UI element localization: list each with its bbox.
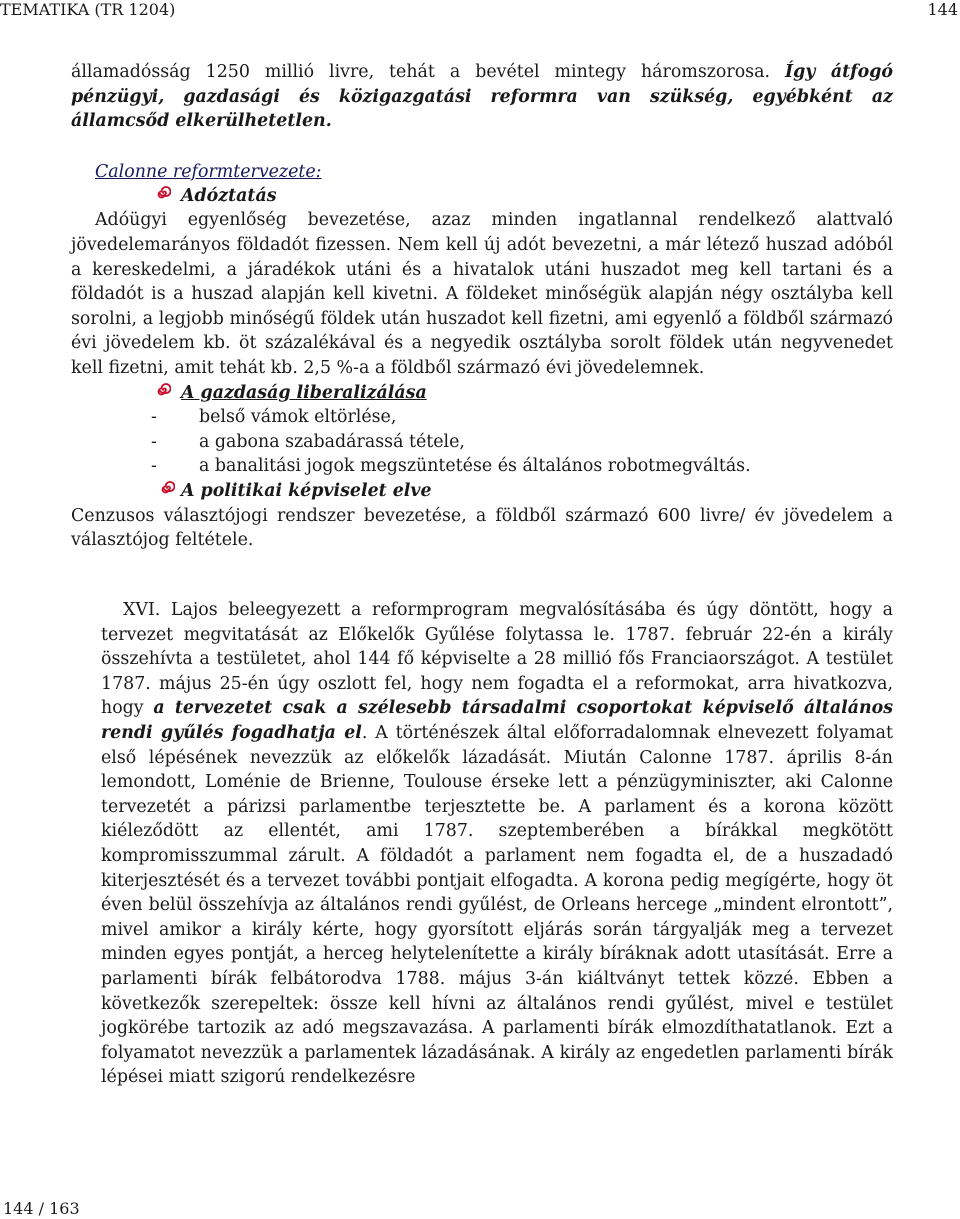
page-content (71, 60, 893, 553)
dash-marker: - (151, 407, 157, 428)
running-header-title: TEMATIKA (TR 1204) (0, 0, 176, 19)
economy-heading (71, 381, 893, 406)
list-item (71, 454, 893, 479)
narrative-paragraph (101, 598, 893, 1090)
narrative-text-2: . A történészek által előforradalomnak elnevezett folyamat első lépésének nevezzük az előkelők lázadását. Miután Calonne 1787. április 8-án lemondott, Loménie de Brienne, Toulouse érseke lett a pénzügyminiszter, aki Calonne tervezetét a párizsi parlamentbe terjesztette be. A parlament és a korona között kiéleződött az ellentét, ami 1787. szeptemberében a bírákkal megkötött kompromisszummal zárult. A földadót a parlament nem fogadta el, de a huszadadó kiterjesztését és a tervezet további pontjait elfogadta. A korona pedig megígérte, hogy öt éven belül összehívja az általános rendi gyűlést, de Orleans hercege „mindent elrontott”, mivel amikor a király kérte, hogy gyorsított eljárás során tárgyalják meg a tervezet minden egyes pontját, a herceg helytelenítette a király bíráknak adott utasítását. Erre a parlamenti bírák felbátorodva 1788. május 3-án kiáltványt tettek közzé. Ebben a következők szerepeltek: össze kell hívni az általános rendi gyűlést, mivel e testület jogkörébe tartozik az adó megszavazása. A parlamenti bírák elmozdíthatatlanok. Ezt a folyamatot nevezzük a parlamentek lázadásának. A király az engedetlen parlamenti bírák lépései miatt szigorú rendelkezésre (101, 722, 893, 1088)
list-item (71, 405, 893, 430)
list-item-text: a gabona szabadárassá tétele, (199, 431, 465, 452)
politics-heading (71, 479, 893, 504)
intro-paragraph (71, 60, 893, 134)
economy-label: A gazdaság liberalizálása (181, 382, 427, 403)
dash-marker: - (151, 456, 157, 477)
narrative-text-1: XVI. Lajos beleegyezett a reformprogram megvalósításába és úgy döntött, hogy a tervezet megvitatását az Előkelők Gyűlése folytassa le. 1787. február 22-én a király összehívta a testületet, ahol 144 fő képviselte a 28 millió fős Franciaországot. A testület 1787. május 25-én úgy oszlott fel, hogy nem fogadta el a reformokat, arra hivatkozva, hogy (101, 600, 893, 719)
reform-title: Calonne reformtervezete: (95, 161, 322, 182)
narrative-emphasis: a tervezetet csak a szélesebb társadalmi csoportokat képviselő általános rendi gyűlés fogadhatja el (101, 698, 893, 743)
intro-text: államadósság 1250 millió livre, tehát a bevétel mintegy háromszorosa. (71, 62, 785, 82)
spiral-bullet-icon (155, 185, 171, 201)
narrative-section (101, 598, 893, 1090)
intro-emphasis: Így átfogó pénzügyi, gazdasági és közigazgatási reformra van szükség, egyébként az államcsőd elkerülhetetlen. (71, 62, 893, 132)
dash-marker: - (151, 431, 157, 452)
politics-label: A politikai képviselet elve (181, 480, 432, 501)
spiral-bullet-icon (155, 382, 171, 398)
list-item-text: a banalitási jogok megszüntetése és általános robotmegváltás. (199, 456, 751, 477)
list-item (71, 430, 893, 455)
politics-paragraph: Cenzusos választójogi rendszer bevezetése, a földből származó 600 livre/ év jövedelem a választójog feltétele. (71, 505, 893, 551)
taxation-heading (71, 184, 893, 209)
taxation-label: Adóztatás (181, 185, 277, 206)
running-header-page-number: 144 (927, 0, 958, 19)
spiral-bullet-icon (159, 480, 175, 496)
taxation-paragraph: Adóügyi egyenlőség bevezetése, azaz minden ingatlannal rendelkező alattvaló jövedelemarányos földadót fizessen. Nem kell új adót bevezetni, a már létező huszad adóból a kereskedelmi, a járadékok utáni és a hivatalok utáni huszadot meg kell tartani és a földadót is a huszad alapján kell kivetni. A földeket minőségük alapján négy osztályba kell sorolni, a legjobb minőségű földek után huszadot kell fizetni, ami egyenlő a földből származó évi jövedelem kb. öt százalékával és a negyedik osztályba sorolt földek után negyvenedet kell fizetni, amit tehát kb. 2,5 %-a a földből származó évi jövedelemnek. (71, 210, 893, 378)
list-item-text: belső vámok eltörlése, (199, 407, 397, 428)
page-counter: 144 / 163 (3, 1199, 80, 1218)
